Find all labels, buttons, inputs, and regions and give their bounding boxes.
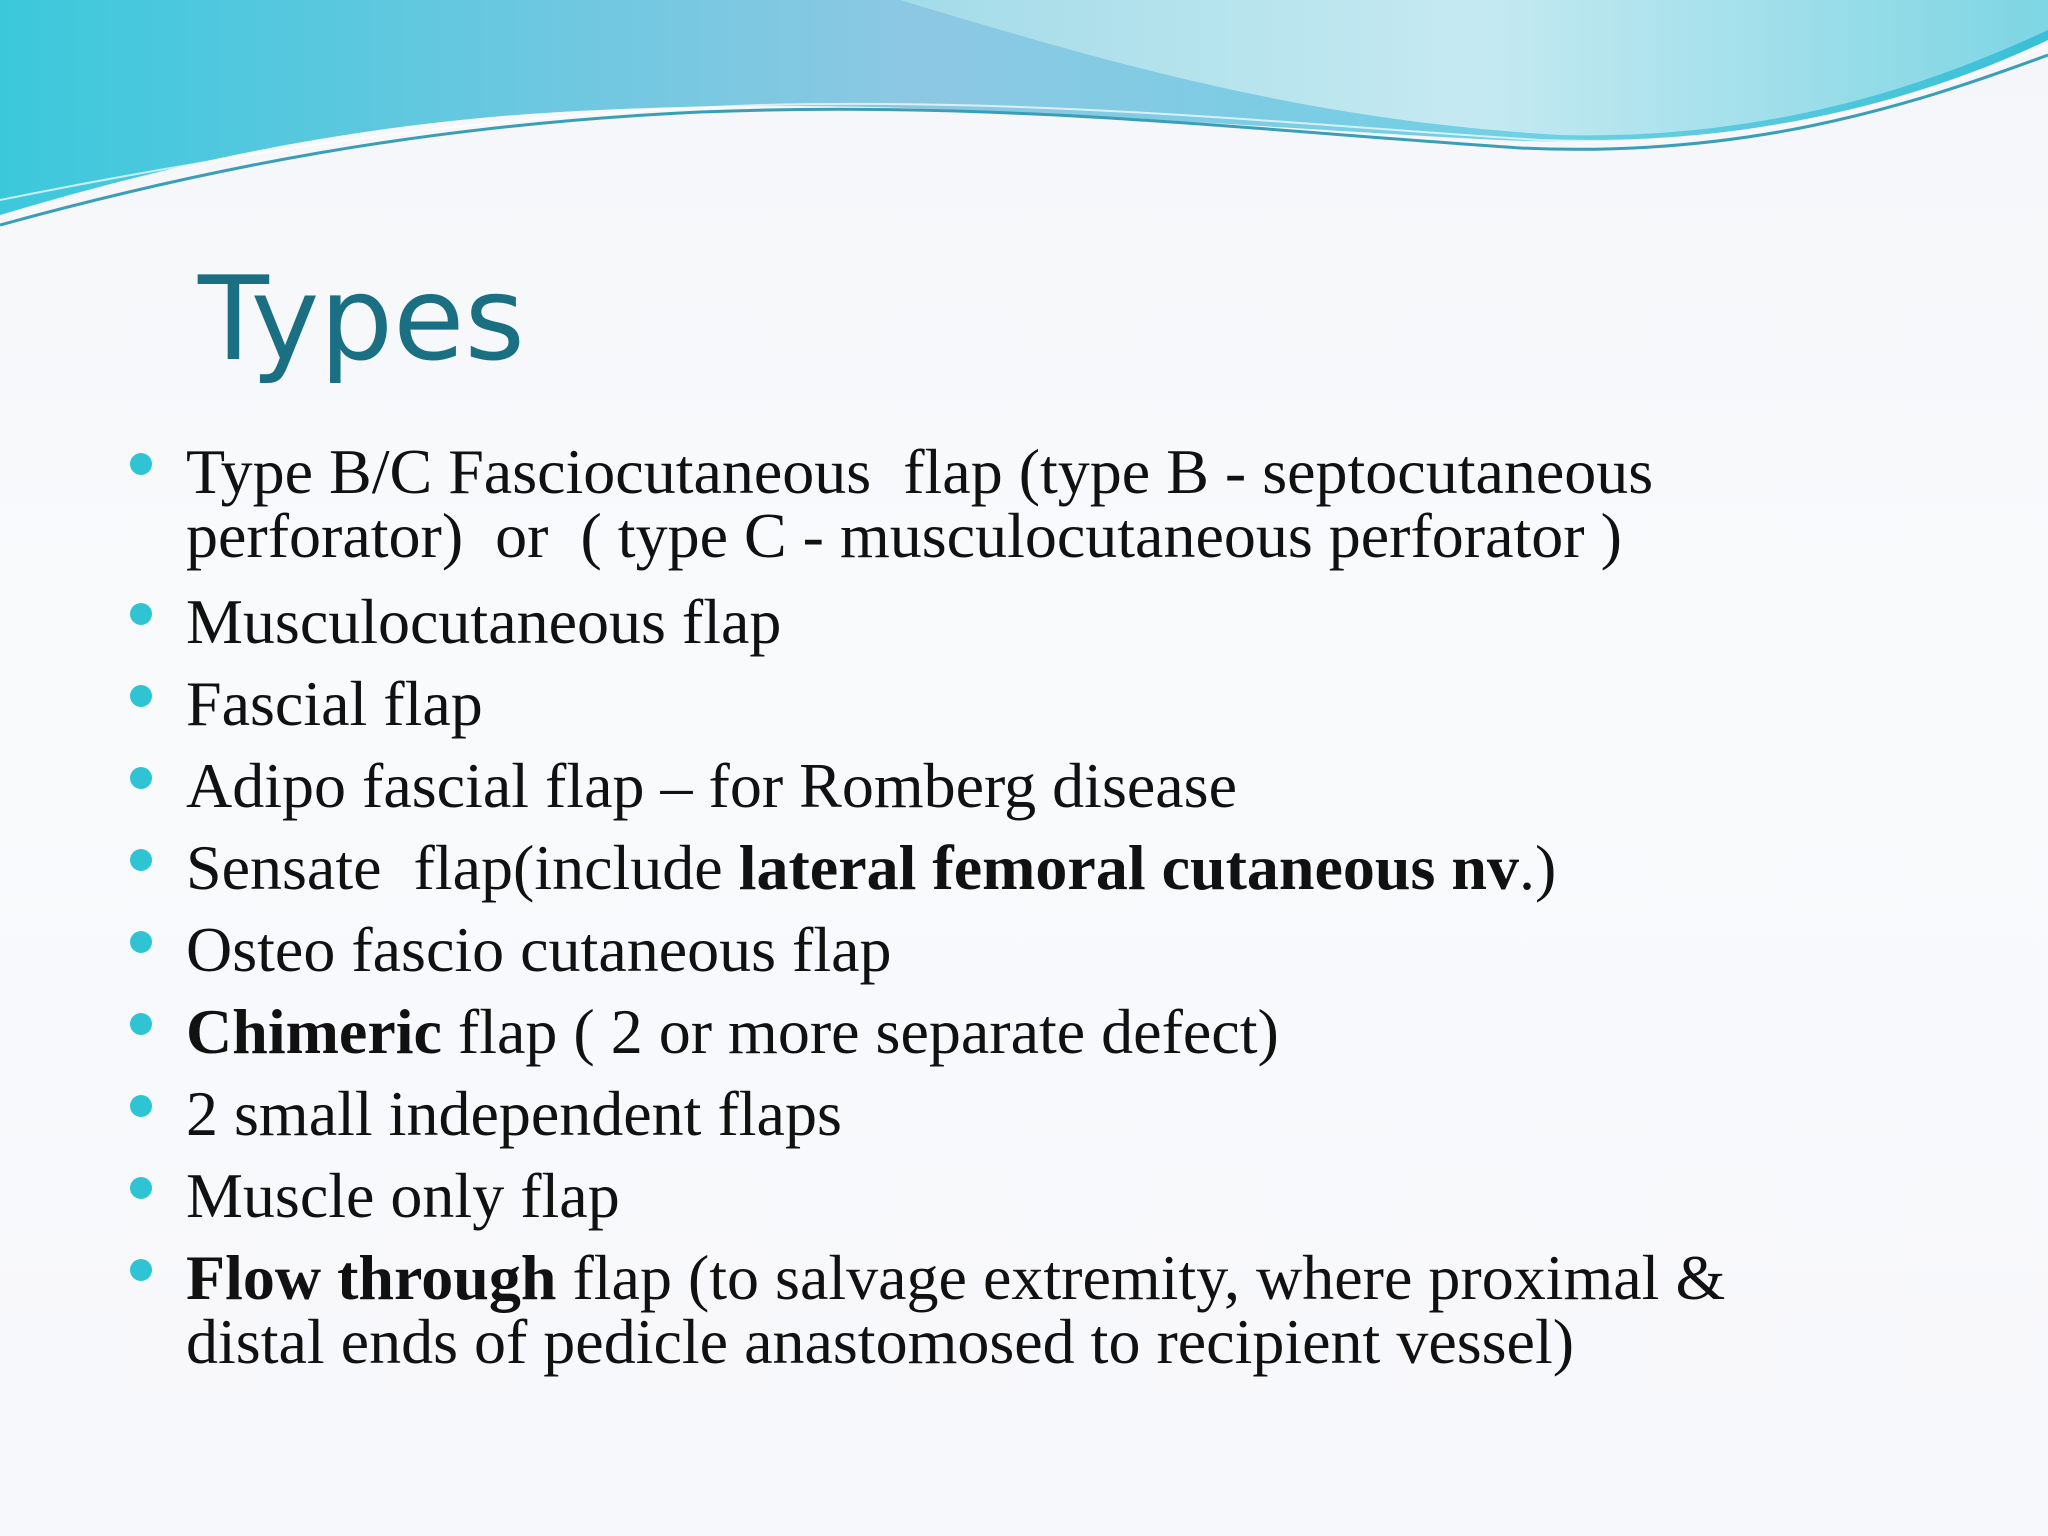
item-text	[186, 832, 1946, 903]
bullet-dot-icon	[130, 1259, 152, 1281]
item-text: Type B/C Fasciocutaneous flap (type B - septocutaneous	[186, 436, 1654, 507]
bullet-dot-icon	[130, 767, 152, 789]
item-text-plain: Sensate flap(include	[186, 832, 739, 903]
item-text: Adipo fascial flap – for Romberg disease	[186, 750, 1237, 821]
item-text-plain: flap (to salvage extremity, where proximal &	[556, 1242, 1726, 1313]
item-text: Muscle only flap	[186, 1160, 620, 1231]
item-text-bold: lateral femoral cutaneous nv	[738, 832, 1519, 903]
item-text: Fascial flap	[186, 668, 483, 739]
bullet-dot-icon	[130, 849, 152, 871]
item-text-plain: .)	[1519, 832, 1557, 903]
bullet-dot-icon	[130, 1177, 152, 1199]
bullet-dot-icon	[130, 685, 152, 707]
item-text	[186, 996, 1946, 1067]
item-text: Osteo fascio cutaneous flap	[186, 914, 892, 985]
item-text-continued: distal ends of pedicle anastomosed to recipient vessel)	[186, 1306, 1575, 1377]
item-text-bold: Flow through	[186, 1242, 557, 1313]
item-text-bold: Chimeric	[186, 996, 442, 1067]
header-wave-decoration	[0, 0, 2048, 240]
bullet-dot-icon	[130, 453, 152, 475]
item-text: Musculocutaneous flap	[186, 586, 782, 657]
bullet-dot-icon	[130, 931, 152, 953]
item-text	[186, 1242, 1946, 1313]
bullet-dot-icon	[130, 603, 152, 625]
item-text-plain: flap ( 2 or more separate defect)	[441, 996, 1279, 1067]
bullet-dot-icon	[130, 1013, 152, 1035]
slide-title: Types	[198, 252, 525, 387]
item-text-continued: perforator) or ( type C - musculocutaneous perforator )	[186, 500, 1622, 571]
item-text: 2 small independent flaps	[186, 1078, 842, 1149]
bullet-dot-icon	[130, 1095, 152, 1117]
